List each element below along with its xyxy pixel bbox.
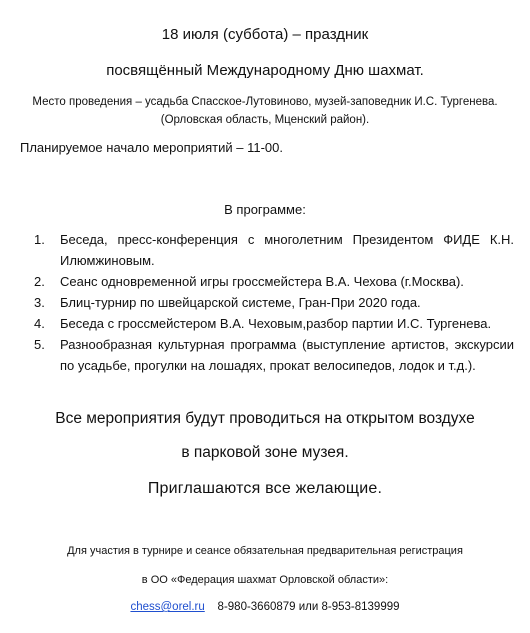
program-item-text: Блиц-турнир по швейцарской системе, Гран-При 2020 года. [60,295,421,310]
program-item-text: Беседа с гроссмейстером В.А. Чеховым,разбор партии И.С. Тургенева. [60,316,492,331]
start-time: Планируемое начало мероприятий – 11-00. [20,140,284,155]
title-line-1: 18 июля (суббота) – праздник [161,26,369,43]
registration-line-2: в ОО «Федерация шахмат Орловской области»: [141,574,389,586]
program-item-text: Сеанс одновременной игры гроссмейстера В.А. Чехова (г.Москва). [60,274,464,289]
program-item-number: 1. [34,232,45,247]
program-heading: В программе: [224,202,306,217]
program-item-text: Разнообразная культурная программа (выступление артистов, экскурсии по усадьбе, прогулки на лошадях, прокат велосипедов, лодок и т.д.). [60,337,514,373]
phone-numbers: 8-980-3660879 или 8-953-8139999 [217,601,400,613]
program-item [34,334,514,376]
venue-line-1: Место проведения – усадьба Спасское-Лутовиново, музей-заповедник И.С. Тургенева. [32,96,498,108]
program-item [34,229,514,271]
contacts-line [0,601,530,613]
program-item [34,271,514,292]
venue-line-2: (Орловская область, Мценский район). [160,114,370,126]
program-item-number: 2. [34,274,45,289]
outdoor-line-1: Все мероприятия будут проводиться на открытом воздухе [55,410,475,427]
program-list [34,229,514,376]
program-item [34,292,514,313]
title-line-2: посвящённый Международному Дню шахмат. [106,62,424,79]
program-item-number: 4. [34,316,45,331]
program-item-number: 5. [34,337,45,352]
registration-line-1: Для участия в турнире и сеансе обязательная предварительная регистрация [67,545,463,557]
program-item [34,313,514,334]
email-link[interactable]: chess@orel.ru [130,601,205,613]
outdoor-line-2: в парковой зоне музея. [181,444,349,461]
program-item-text: Беседа, пресс-конференция с многолетним Президентом ФИДЕ К.Н. Илюмжиновым. [60,232,514,268]
program-item-number: 3. [34,295,45,310]
invitation-line: Приглашаются все желающие. [147,480,383,497]
